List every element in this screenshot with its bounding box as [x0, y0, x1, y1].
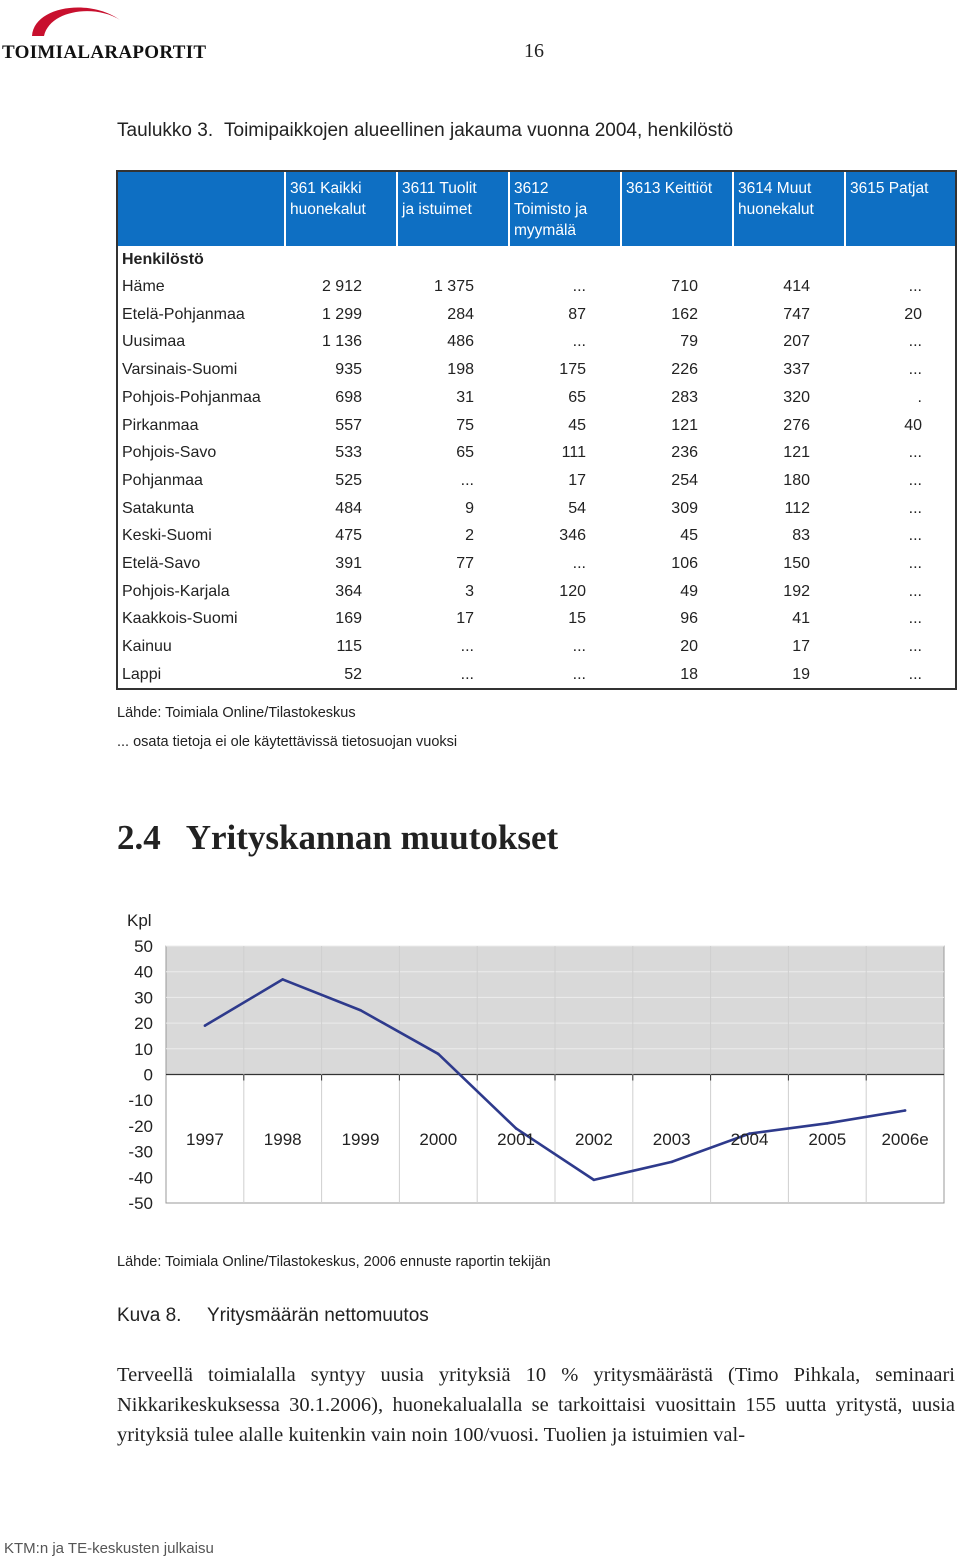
table-cell: 49: [680, 582, 698, 600]
row-label: Satakunta: [122, 499, 195, 517]
x-tick-label: 2001: [497, 1129, 536, 1149]
column-header: 3614 Muut huonekalut: [738, 180, 814, 218]
row-label: Varsinais-Suomi: [122, 361, 238, 379]
table-cell: ...: [908, 499, 922, 517]
y-tick-label: 30: [134, 988, 153, 1008]
table-cell: 2: [465, 527, 474, 545]
x-tick-label: 1997: [185, 1129, 224, 1149]
header-divider: [620, 172, 622, 246]
row-label: Keski-Suomi: [122, 527, 212, 545]
table-cell: ...: [908, 665, 922, 683]
data-point: [826, 1122, 829, 1125]
x-tick-label: 2003: [652, 1129, 691, 1149]
figure-caption-text: Yritysmäärän nettomuutos: [207, 1305, 429, 1326]
logo-text: TOIMIALARAPORTIT: [2, 42, 207, 63]
table-cell: 15: [568, 610, 586, 628]
toimialaraportit-logo: [0, 0, 207, 70]
figure-caption: [117, 1305, 429, 1327]
table-cell: 19: [792, 665, 810, 683]
table-cell: 1 299: [321, 305, 362, 323]
y-axis-label: Kpl: [127, 911, 152, 930]
y-tick-label: -40: [128, 1168, 153, 1188]
table-cell: 17: [456, 610, 474, 628]
column-header: 3612 Toimisto ja myymälä: [514, 180, 588, 239]
table-cell: 710: [671, 278, 698, 295]
figure-source: Lähde: Toimiala Online/Tilastokeskus, 2006 ennuste raportin tekijän: [117, 1254, 551, 1270]
table-cell: 18: [680, 665, 698, 683]
table-cell: ...: [908, 278, 922, 295]
table-cell: ...: [460, 471, 474, 489]
row-label: Lappi: [122, 665, 162, 683]
table-cell: 414: [783, 278, 810, 295]
column-header: 361 Kaikki huonekalut: [290, 180, 366, 218]
y-tick-label: -50: [128, 1194, 153, 1213]
table-cell: 391: [335, 555, 362, 572]
table-cell: 475: [335, 527, 362, 545]
data-point: [904, 1109, 907, 1112]
table-cell: 484: [335, 499, 362, 517]
table-cell: 320: [783, 388, 810, 406]
table-cell: 20: [680, 638, 698, 656]
data-point: [204, 1024, 207, 1027]
data-point: [670, 1161, 673, 1164]
header-divider: [508, 172, 510, 246]
table-cell: ...: [908, 361, 922, 379]
table-cell: 283: [671, 388, 698, 406]
table-cell: 9: [465, 499, 474, 517]
row-label: Pohjois-Savo: [122, 444, 217, 462]
table-cell: 175: [559, 361, 586, 379]
table-header: [118, 172, 955, 246]
x-tick-label: 2004: [730, 1129, 769, 1149]
table-cell: ...: [908, 444, 922, 462]
table-cell: 112: [784, 499, 810, 517]
table-cell: 486: [447, 333, 474, 351]
row-label: Kainuu: [122, 638, 172, 656]
table-cell: 83: [792, 527, 810, 545]
table-cell: ...: [908, 471, 922, 489]
table-cell: 337: [783, 361, 810, 379]
row-label: Pohjois-Pohjanmaa: [122, 388, 261, 406]
table-cell: 557: [335, 416, 362, 434]
table-cell: 45: [568, 416, 586, 434]
table-cell: 121: [783, 444, 810, 462]
x-tick-label: 1998: [263, 1129, 302, 1149]
section-heading: 2.4 Yrityskannan muutokset: [117, 818, 559, 857]
table-cell: 1 136: [321, 333, 362, 351]
table-cell: 236: [671, 444, 698, 462]
table-cell: 77: [456, 555, 474, 572]
row-label: Pohjanmaa: [122, 471, 203, 489]
x-tick-label: 1999: [341, 1129, 380, 1149]
data-point: [281, 978, 284, 981]
table-cell: 747: [783, 305, 810, 323]
table-cell: 180: [783, 471, 810, 489]
table-cell: 150: [783, 555, 810, 572]
header-divider: [732, 172, 734, 246]
column-header: 3611 Tuolit ja istuimet: [402, 180, 477, 218]
table-cell: 41: [792, 610, 810, 628]
x-tick-label: 2000: [419, 1129, 458, 1149]
table-cell: 79: [680, 333, 698, 351]
table-cell: 207: [783, 333, 810, 351]
column-header: 3613 Keittiöt: [626, 180, 713, 197]
x-tick-label: 2005: [808, 1129, 847, 1149]
data-point: [437, 1053, 440, 1056]
logo-swoosh-icon: [0, 0, 180, 44]
table-cell: 3: [465, 582, 474, 600]
table-cell: 17: [568, 471, 586, 489]
table-cell: ...: [572, 665, 586, 683]
table-cell: 17: [792, 638, 810, 656]
table-cell: 698: [335, 388, 362, 406]
table-cell: 533: [335, 444, 362, 462]
table-cell: ...: [908, 610, 922, 628]
table-cell: 162: [671, 305, 698, 323]
data-table: [116, 170, 957, 690]
data-point: [359, 1009, 362, 1012]
table-cell: ...: [460, 638, 474, 656]
table-cell: ...: [460, 665, 474, 683]
table-cell: 276: [783, 416, 810, 434]
figure-caption-number: Kuva 8.: [117, 1305, 182, 1326]
header-divider: [844, 172, 846, 246]
table-cell: 115: [336, 638, 362, 656]
y-tick-label: 20: [134, 1014, 153, 1034]
table-footnote: ... osata tietoja ei ole käytettävissä tietosuojan vuoksi: [117, 734, 458, 750]
table-cell: 226: [671, 361, 698, 379]
table-cell: 20: [904, 305, 922, 323]
table-cell: 65: [568, 388, 586, 406]
table-cell: 935: [335, 361, 362, 379]
group-label: Henkilöstö: [122, 251, 204, 268]
row-label: Kaakkois-Suomi: [122, 610, 238, 628]
table-cell: 364: [335, 582, 362, 600]
y-tick-label: 0: [143, 1065, 153, 1085]
table-cell: ...: [908, 582, 922, 600]
body-paragraph: Terveellä toimialalla syntyy uusia yrityksiä 10 % yritysmäärästä (Timo Pihkala, seminaari Nikkarikeskuksessa 30.1.2006), huonekalualalla se tarkoittaisi vuosittain 155 uutta yritystä, uusia yrityksiä tulee alalle kuitenkin vain noin 100/vuosi. Tuolien ja istuimien val-: [117, 1364, 955, 1446]
table-cell: 75: [456, 416, 474, 434]
row-label: Etelä-Savo: [122, 555, 201, 572]
table-cell: ...: [908, 638, 922, 656]
table-cell: 198: [447, 361, 474, 379]
table-cell: 54: [568, 499, 586, 517]
table-cell: 254: [671, 471, 698, 489]
row-label: Pirkanmaa: [122, 416, 199, 434]
table-cell: 525: [335, 471, 362, 489]
table-cell: 106: [671, 555, 698, 572]
header-divider: [284, 172, 286, 246]
table-cell: 120: [559, 582, 586, 600]
table-caption-text: Toimipaikkojen alueellinen jakauma vuonna 2004, henkilöstö: [224, 120, 734, 141]
table-cell: ...: [908, 527, 922, 545]
table-source: Lähde: Toimiala Online/Tilastokeskus: [117, 705, 356, 721]
table-caption-number: Taulukko 3.: [117, 120, 214, 141]
table-cell: 169: [335, 610, 362, 628]
table-cell: 346: [559, 527, 586, 545]
row-label: Pohjois-Karjala: [122, 582, 230, 600]
header-divider: [396, 172, 398, 246]
x-tick-label: 2006e: [881, 1129, 929, 1149]
table-cell: ...: [572, 638, 586, 656]
table-cell: 52: [344, 665, 362, 683]
table-cell: 31: [456, 388, 474, 406]
table-cell: .: [917, 388, 922, 406]
y-tick-label: 40: [134, 962, 153, 982]
table-cell: ...: [572, 278, 586, 295]
table-cell: 65: [456, 444, 474, 462]
footer-text: KTM:n ja TE-keskusten julkaisu: [4, 1540, 214, 1557]
table-cell: 121: [671, 416, 698, 434]
table-cell: ...: [908, 333, 922, 351]
table-cell: 111: [561, 444, 586, 462]
page-number: 16: [524, 40, 544, 62]
y-tick-label: -20: [128, 1116, 153, 1136]
y-tick-label: 50: [134, 937, 153, 956]
table-cell: 1 375: [433, 278, 474, 295]
table-cell: ...: [572, 333, 586, 351]
y-tick-label: 10: [134, 1039, 153, 1059]
y-tick-label: -10: [128, 1091, 153, 1111]
net-change-line-chart: [110, 898, 950, 1228]
y-tick-label: -30: [128, 1142, 153, 1162]
column-header: 3615 Patjat: [850, 180, 929, 197]
row-label: Uusimaa: [122, 333, 186, 351]
row-label: Etelä-Pohjanmaa: [122, 305, 245, 323]
row-label: Häme: [122, 278, 165, 295]
table-cell: 45: [680, 527, 698, 545]
table-cell: 192: [783, 582, 810, 600]
table-cell: 309: [671, 499, 698, 517]
table-caption: [117, 120, 733, 142]
table-cell: 87: [568, 305, 586, 323]
table-cell: 284: [447, 305, 474, 323]
data-point: [593, 1179, 596, 1182]
table-cell: 2 912: [321, 278, 362, 295]
x-tick-label: 2002: [574, 1129, 613, 1149]
table-cell: ...: [572, 555, 586, 572]
table-cell: 40: [904, 416, 922, 434]
table-cell: ...: [908, 555, 922, 572]
table-cell: 96: [680, 610, 698, 628]
